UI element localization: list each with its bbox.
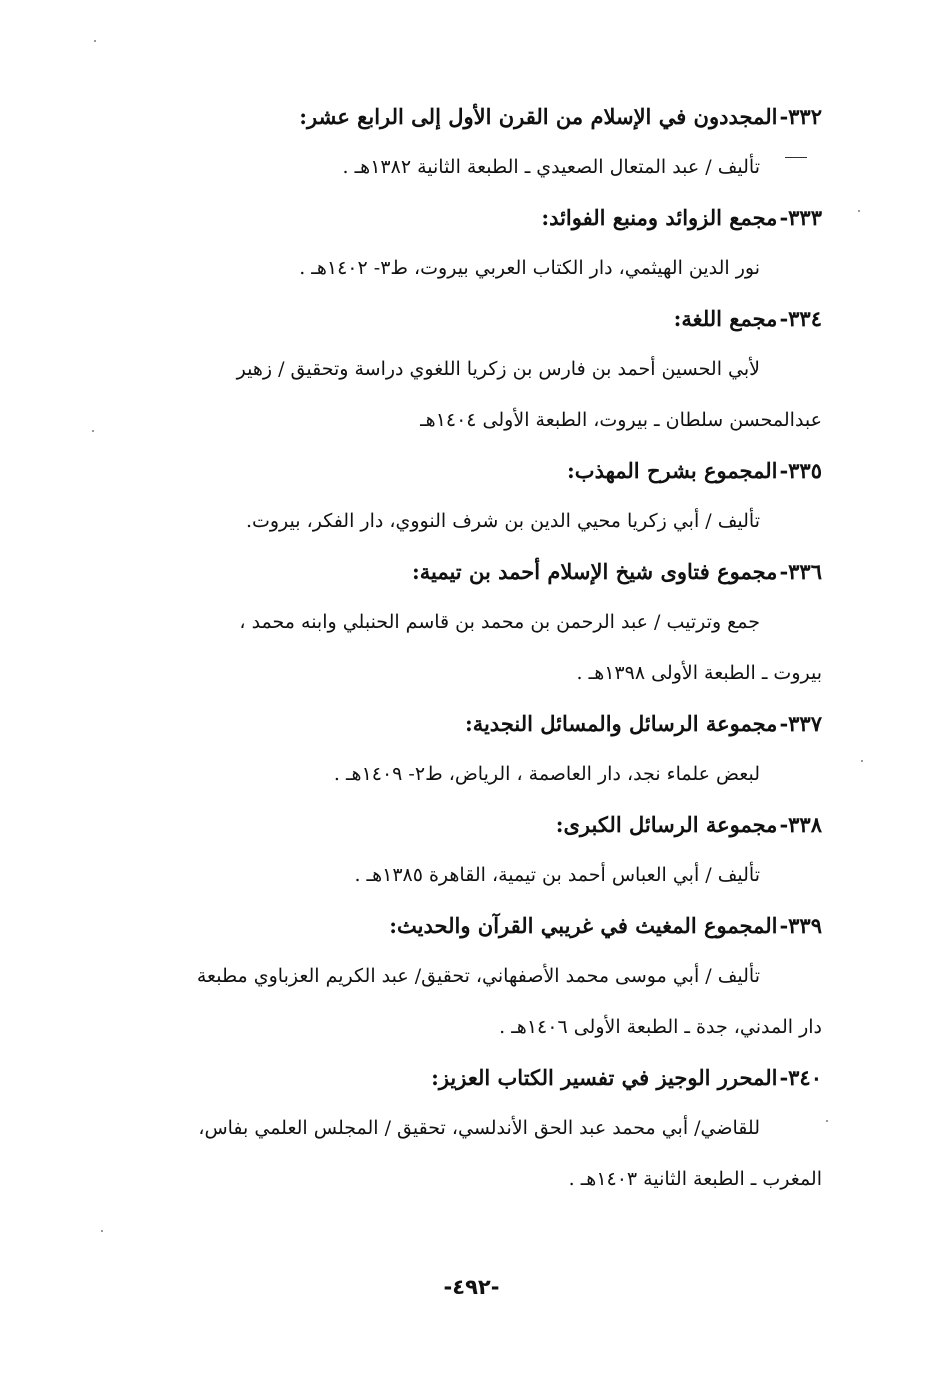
entry-line: تأليف / أبي موسى محمد الأصفهاني، تحقيق/ عبد الكريم العزباوي مطبعة [196,965,760,987]
entry-heading [100,193,822,243]
scan-speck [826,1120,828,1122]
entry-body [100,951,822,1053]
bibliography-entry [100,547,822,699]
entry-title: المجموع المغيث في غريبي القرآن والحديث: [389,913,778,938]
entry-line: تأليف / عبد المتعال الصعيدي ـ الطبعة الثانية ١٣٨٢هـ . [342,156,760,178]
entry-number: ٣٣٤- [779,306,822,331]
entry-heading [100,699,822,749]
bibliography-entry [100,901,822,1053]
entry-body [100,1103,822,1205]
bibliography-entry [100,446,822,547]
entry-line: جمع وترتيب / عبد الرحمن بن محمد بن قاسم الحنبلي وابنه محمد ، [239,611,760,633]
entry-body [100,496,822,547]
entry-heading [100,92,822,142]
bibliography-entry [100,92,822,193]
entry-number: ٣٤٠- [779,1065,822,1090]
entry-line: لبعض علماء نجد، دار العاصمة ، الرياض، ط٢- ١٤٠٩هـ . [333,763,760,785]
entry-title: مجموعة الرسائل والمسائل النجدية: [464,711,778,736]
entry-line: تأليف / أبي العباس أحمد بن تيمية، القاهرة ١٣٨٥هـ . [354,864,760,886]
entry-line: دار المدني، جدة ـ الطبعة الأولى ١٤٠٦هـ . [499,1016,822,1038]
scan-speck [101,1230,103,1232]
entry-number: ٣٣٨- [779,812,822,837]
entry-body [100,243,822,294]
entry-line: المغرب ـ الطبعة الثانية ١٤٠٣هـ . [568,1168,822,1190]
entry-body [100,597,822,699]
entry-title: مجموعة الرسائل الكبرى: [555,812,778,837]
entry-title: مجموع فتاوى شيخ الإسلام أحمد بن تيمية: [411,559,778,584]
entry-number: ٣٣٣- [779,205,822,230]
entry-line: للقاضي/ أبي محمد عبد الحق الأندلسي، تحقيق / المجلس العلمي بفاس، [198,1117,760,1139]
entry-line: نور الدين الهيثمي، دار الكتاب العربي بيروت، ط٣- ١٤٠٢هـ . [299,257,760,279]
bibliography-entry [100,800,822,901]
bibliography-entry [100,699,822,800]
entry-title: المجددون في الإسلام من القرن الأول إلى الرابع عشر: [299,104,778,129]
entry-number: ٣٣٧- [779,711,822,736]
entry-body [100,344,822,446]
scan-speck [94,40,96,42]
entry-title: المجموع بشرح المهذب: [567,458,778,483]
entry-number: ٣٣٥- [779,458,822,483]
entry-title: مجمع الزوائد ومنبع الفوائد: [541,205,778,230]
entry-title: المحرر الوجيز في تفسير الكتاب العزيز: [431,1065,778,1090]
entry-heading [100,800,822,850]
bibliography-list [100,92,822,1205]
scan-speck [858,210,860,212]
page-number: -٤٩٢- [443,1275,500,1299]
entry-heading [100,446,822,496]
entry-line: لأبي الحسين أحمد بن فارس بن زكريا اللغوي دراسة وتحقيق / زهير [236,358,760,380]
entry-heading [100,901,822,951]
bibliography-entry [100,193,822,294]
entry-body [100,142,822,193]
scan-speck [861,760,863,762]
entry-line: بيروت ـ الطبعة الأولى ١٣٩٨هـ . [576,662,822,684]
entry-body [100,749,822,800]
bibliography-entry [100,1053,822,1205]
scan-speck [92,430,94,432]
entry-heading [100,1053,822,1103]
entry-number: ٣٣٦- [779,559,822,584]
entry-line: تأليف / أبي زكريا محيي الدين بن شرف النووي، دار الفكر، بيروت. [245,510,760,532]
entry-line: عبدالمحسن سلطان ـ بيروت، الطبعة الأولى ١٤٠٤هـ [420,409,822,431]
entry-heading [100,547,822,597]
entry-body [100,850,822,901]
bibliography-entry [100,294,822,446]
entry-heading [100,294,822,344]
entry-title: مجمع اللغة: [673,306,778,331]
entry-number: ٣٣٢- [779,104,822,129]
entry-number: ٣٣٩- [779,913,822,938]
